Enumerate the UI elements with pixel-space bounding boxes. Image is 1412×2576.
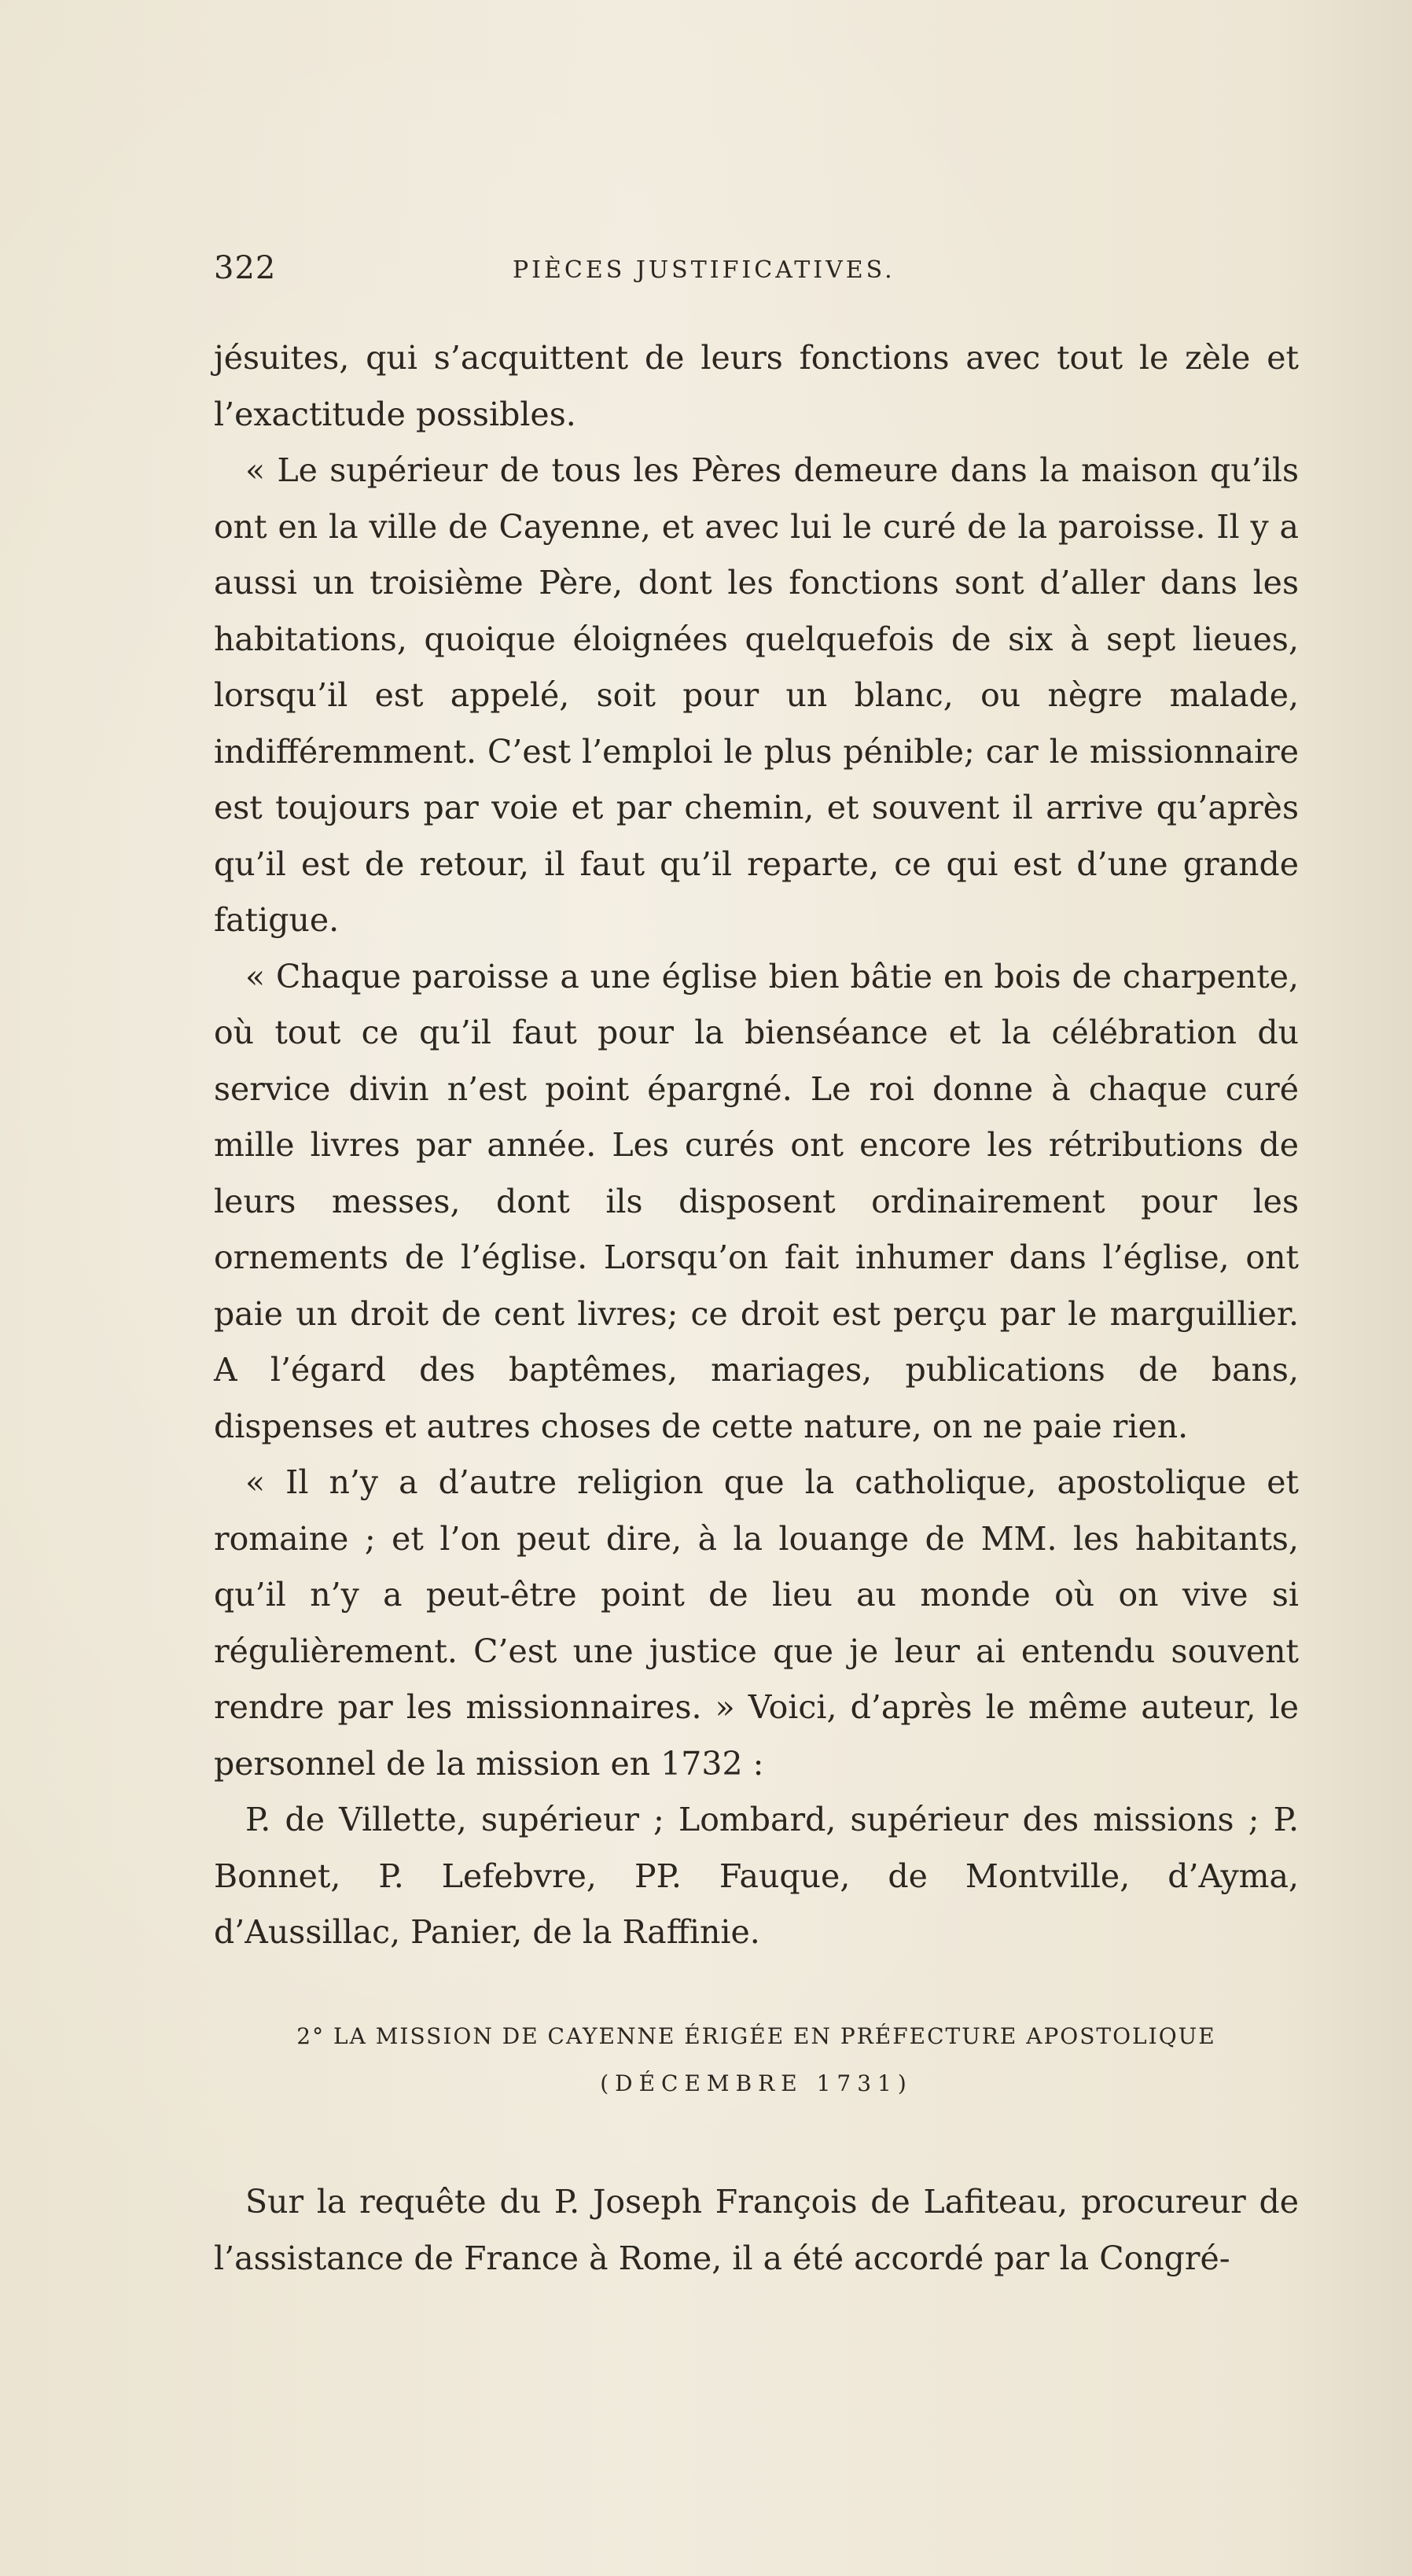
paragraph-paroisse: « Chaque paroisse a une église bien bâtie en bois de charpente, où tout ce qu’il faut pour la bienséance et la célébration du service divin n’est point épargné. Le roi donne à chaque curé mille livres par année. Les curés ont encore les rétributions de leurs messes, dont ils disposent ordinairement pour les ornements de l’église. Lorsqu’on fait inhumer dans l’église, ont paie un droit de cent livres; ce droit est perçu par le marguillier. A l’égard des baptêmes, mariages, publications de bans, dispenses et autres choses de cette nature, on ne paie rien. <box>214 957 1299 1445</box>
paragraph-continuation: jésuites, qui s’acquittent de leurs fonctions avec tout le zèle et l’exactitude possibles. <box>214 339 1299 433</box>
paragraph-religion: « Il n’y a d’autre religion que la catholique, apostolique et romaine ; et l’on peut dire, à la louange de MM. les habitants, qu’il n’y a peut-être point de lieu au monde où on vive si régulièrement. C’est une justice que je leur ai entendu souvent rendre par les missionnaires. » Voici, d’après le même auteur, le personnel de la mission en 1732 : <box>214 1463 1299 1783</box>
body-text <box>214 330 1299 1961</box>
section-body <box>214 2174 1299 2287</box>
page-number: 322 <box>214 250 277 286</box>
paragraph-requete: Sur la requête du P. Joseph François de Lafiteau, procureur de l’assistance de France à Rome, il a été accordé par la Congré- <box>214 2183 1299 2277</box>
running-head: PIÈCES JUSTIFICATIVES. <box>513 256 895 284</box>
paragraph-personnel: P. de Villette, supérieur ; Lombard, supérieur des missions ; P. Bonnet, P. Lefebvre, PP. Fauque, de Montville, d’Ayma, d’Aussillac, Panier, de la Raffinie. <box>214 1801 1299 1951</box>
section-title: 2° LA MISSION DE CAYENNE ÉRIGÉE EN PRÉFECTURE APOSTOLIQUE <box>296 2023 1216 2049</box>
page-header <box>214 250 1299 305</box>
paragraph-superieur: « Le supérieur de tous les Pères demeure dans la maison qu’ils ont en la ville de Cayenne, et avec lui le curé de la paroisse. Il y a aussi un troisième Père, dont les fonctions sont d’aller dans les habitations, quoique éloignées quelquefois de six à sept lieues, lorsqu’il est appelé, soit pour un blanc, ou nègre malade, indifféremment. C’est l’emploi le plus pénible; car le missionnaire est toujours par voie et par chemin, et souvent il arrive qu’après qu’il est de retour, il faut qu’il reparte, ce qui est d’une grande fatigue. <box>214 451 1299 939</box>
section-date: (DÉCEMBRE 1731) <box>600 2070 913 2096</box>
section-heading <box>214 2013 1299 2107</box>
